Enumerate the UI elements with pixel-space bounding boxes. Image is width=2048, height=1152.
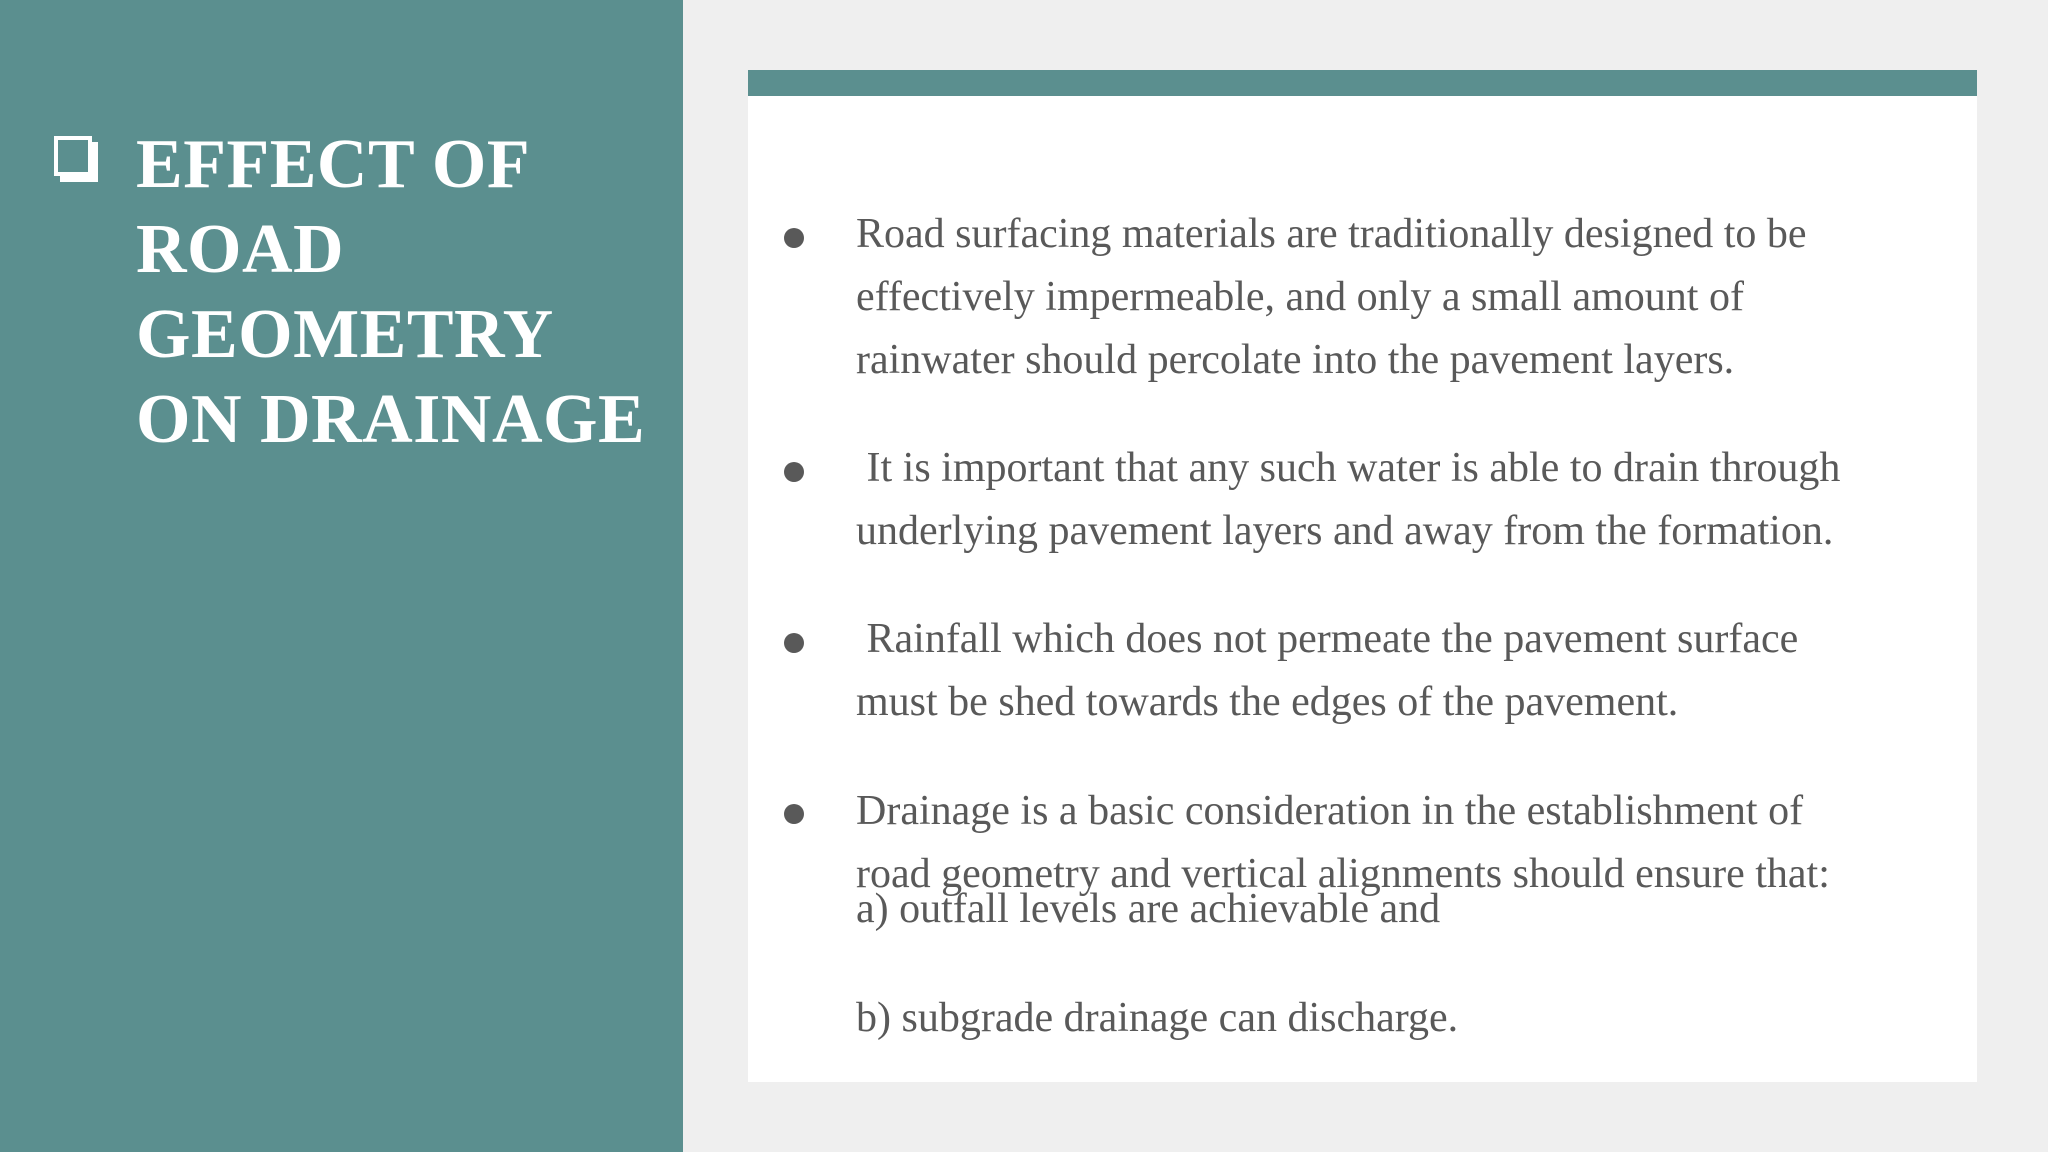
bullet-1-line-3: rainwater should percolate into the pavement layers.: [856, 337, 1735, 383]
title-line-3: GEOMETRY: [136, 296, 554, 373]
slide-title: [136, 122, 645, 462]
title-line-2: ROAD: [136, 211, 345, 288]
title-line-4: ON DRAINAGE: [136, 381, 646, 458]
bullet-4-line-2: road geometry and vertical alignments should ensure that:: [856, 851, 1830, 897]
bullet-1-line-1: Road surfacing materials are traditionally designed to be: [856, 211, 1807, 257]
bullet-3-line-1: Rainfall which does not permeate the pavement surface: [856, 616, 1799, 662]
title-line-1: EFFECT OF: [136, 126, 531, 203]
sub-item-a: a) outfall levels are achievable and: [856, 886, 1441, 932]
left-title-panel: [0, 0, 683, 1152]
bullet-dot-icon: [784, 228, 804, 248]
bullet-2-line-1: It is important that any such water is able to drain through: [856, 445, 1841, 491]
bullet-3-line-2: must be shed towards the edges of the pavement.: [856, 679, 1679, 725]
bullet-1-line-2: effectively impermeable, and only a small amount of: [856, 274, 1744, 320]
sub-item-b: b) subgrade drainage can discharge.: [856, 995, 1459, 1041]
bullet-text-2: [856, 437, 1966, 563]
bullet-4-line-1: Drainage is a basic consideration in the establishment of: [856, 788, 1804, 834]
bullet-2-line-2: underlying pavement layers and away from the formation.: [856, 508, 1834, 554]
bullet-text-1: [856, 203, 1966, 392]
bullet-dot-icon: [784, 804, 804, 824]
content-card: [748, 70, 1977, 1082]
checkbox-square-icon: [54, 136, 98, 182]
bullet-dot-icon: [784, 462, 804, 482]
bullet-dot-icon: [784, 633, 804, 653]
card-accent-bar: [748, 70, 1977, 96]
bullet-text-3: [856, 608, 1966, 734]
